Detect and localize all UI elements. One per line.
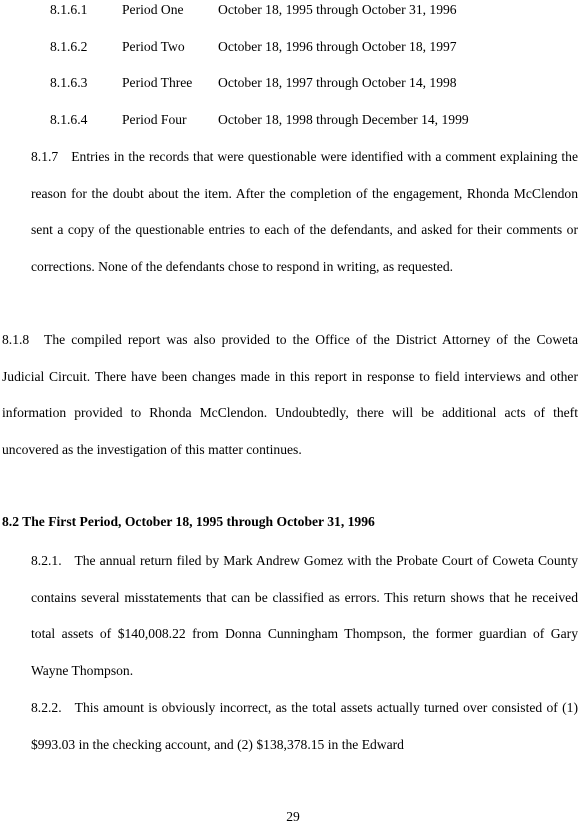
period-name: Period Two [122,39,185,54]
paragraph-number: 8.1.7 [31,149,59,164]
period-number: 8.1.6.2 [50,39,88,54]
paragraph-number: 8.1.8 [2,332,30,347]
period-name: Period Four [122,112,187,127]
period-number: 8.1.6.1 [50,2,88,17]
paragraph-8-1-7 [31,139,578,286]
paragraph-8-2-1 [31,543,578,690]
paragraph-number: 8.2.2. [31,700,62,715]
period-dates: October 18, 1995 through October 31, 1996 [218,2,457,17]
period-row [0,39,586,59]
period-row [0,112,586,132]
paragraph-8-2-2 [31,690,578,763]
period-dates: October 18, 1998 through December 14, 1999 [218,112,469,127]
page-number: 29 [286,809,300,824]
period-number: 8.1.6.4 [50,112,88,127]
period-name: Period One [122,2,184,17]
period-dates: October 18, 1997 through October 14, 1998 [218,75,457,90]
section-heading: 8.2 The First Period, October 18, 1995 through October 31, 1996 [2,514,375,529]
paragraph-text: This amount is obviously incorrect, as the total assets actually turned over consisted of (1) $993.03 in the checking account, and (2) $138,378.15 in the Edward [31,700,578,752]
period-name: Period Three [122,75,193,90]
paragraph-text: The annual return filed by Mark Andrew Gomez with the Probate Court of Coweta County contains several misstatements that can be classified as errors. This return shows that he received total assets of $140,008.22 from Donna Cunningham Thompson, the former guardian of Gary Wayne Thompson. [31,553,578,679]
paragraph-text: Entries in the records that were questionable were identified with a comment explaining the reason for the doubt about the item. After the completion of the engagement, Rhonda McClendon sent a copy of the questionable entries to each of the defendants, and asked for their comments or corrections. None of the defendants chose to respond in writing, as requested. [31,149,578,275]
paragraph-8-1-8 [2,322,578,469]
period-number: 8.1.6.3 [50,75,88,90]
period-row [0,75,586,95]
paragraph-number: 8.2.1. [31,553,62,568]
period-row [0,2,586,22]
paragraph-text: The compiled report was also provided to the Office of the District Attorney of the Coweta Judicial Circuit. There have been changes made in this report in response to field interviews and other information provided to Rhonda McClendon. Undoubtedly, there will be additional acts of theft uncovered as the investigation of this matter continues. [2,332,578,458]
period-dates: October 18, 1996 through October 18, 1997 [218,39,457,54]
